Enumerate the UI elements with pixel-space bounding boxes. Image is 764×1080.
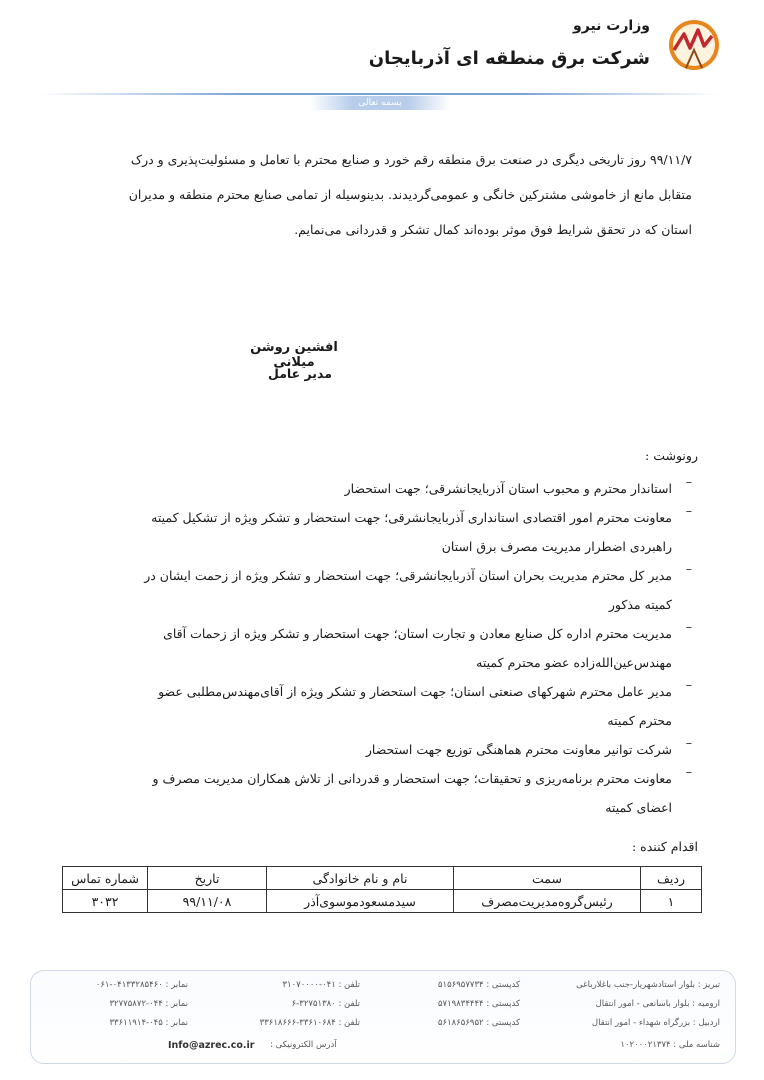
- table-cell: ۱: [641, 890, 702, 913]
- company-title: شرکت برق منطقه ای آذربایجان: [368, 48, 650, 69]
- list-item: – مدیر عامل محترم شهرکهای صنعتی استان؛ جهت استحضار و تشکر ویژه از آقای‌مهندس‌مطلبی عضو محترم کمیته: [66, 677, 696, 735]
- footer-fax: نمابر : ۰۴۱۳۳۲۸۵۴۶۰-۰۶۱: [95, 980, 188, 990]
- cc-line: معاونت محترم امور اقتصادی استانداری آذربایجانشرقی؛ جهت استحضار و تشکر ویژه از تشکیل کمیته: [151, 510, 672, 525]
- column-header: تاریخ: [148, 867, 267, 890]
- cc-list: [66, 474, 696, 822]
- cc-line: اعضای کمیته: [605, 800, 672, 815]
- footer-postal: کدپستی : ۵۶۱۸۶۵۶۹۵۲: [437, 1018, 520, 1028]
- column-header: نام و نام خانوادگی: [267, 867, 454, 890]
- cc-line: کمیته مذکور: [608, 597, 672, 612]
- action-label: اقدام کننده :: [632, 839, 698, 854]
- ministry-title: وزارت نیرو: [573, 18, 650, 34]
- body-line: ۹۹/۱۱/۷ روز تاریخی دیگری در صنعت برق منطقه رقم خورد و صنایع محترم با تعامل و مسئولیت‌پذیری و درک: [130, 152, 692, 167]
- body-line: متقابل مانع از خاموشی مشترکین خانگی و عمومی‌گردیدند. بدینوسیله از تمامی صنایع محترم منطقه و مدیران: [128, 187, 692, 202]
- body-line: استان که در تحقق شرایط فوق موثر بوده‌اند کمال تشکر و قدردانی می‌نمایم.: [294, 222, 692, 237]
- footer-national-id: شناسه ملی : ۱۰۲۰۰۰۲۱۳۷۴: [620, 1040, 720, 1050]
- footer-email-label: آدرس الکترونیکی :: [270, 1040, 337, 1050]
- list-item: – معاونت محترم برنامه‌ریزی و تحقیقات؛ جهت استحضار و قدردانی از تلاش همکاران مدیریت مصرف و اعضای کمیته: [66, 764, 696, 822]
- cc-line: مدیریت محترم اداره کل صنایع معادن و تجارت استان؛ جهت استحضار و تشکر ویژه از زحمات آقای: [163, 626, 672, 641]
- signatory-title: مدیر عامل: [268, 366, 332, 381]
- company-logo-icon: [666, 16, 722, 74]
- cc-line: مدیر عامل محترم شهرکهای صنعتی استان؛ جهت استحضار و تشکر ویژه از آقای‌مهندس‌مطلبی عضو: [158, 684, 672, 699]
- column-header: سمت: [454, 867, 641, 890]
- footer-phone: تلفن : ۰۴۱-۳۱۰۷۰۰۰۰: [282, 980, 360, 990]
- table-cell: ۳۰۳۲: [63, 890, 148, 913]
- table-header-row: [63, 867, 702, 890]
- footer-email-link[interactable]: Info@azrec.co.ir: [168, 1040, 255, 1051]
- cc-line: استاندار محترم و محبوب استان آذربایجانشرقی؛ جهت استحضار: [344, 481, 672, 496]
- column-header: ردیف: [641, 867, 702, 890]
- column-header: شماره تماس: [63, 867, 148, 890]
- header-divider: [40, 90, 720, 112]
- list-item: – استاندار محترم و محبوب استان آذربایجانشرقی؛ جهت استحضار: [66, 474, 696, 503]
- footer-address: ارومیه : بلوار باسانعی - امور انتقال: [595, 999, 720, 1009]
- footer-row: [40, 1018, 720, 1034]
- cc-line: مدیر کل محترم مدیریت بحران استان آذربایجانشرقی؛ جهت استحضار و تشکر ویژه از زحمت ایشان در: [144, 568, 672, 583]
- table-cell: سیدمسعودموسوی‌آذر: [267, 890, 454, 913]
- cc-heading: رونوشت :: [645, 448, 698, 463]
- footer-row: [40, 980, 720, 996]
- table-cell: ۹۹/۱۱/۰۸: [148, 890, 267, 913]
- list-item: – شرکت توانیر معاونت محترم هماهنگی توزیع جهت استحضار: [66, 735, 696, 764]
- table-cell: رئیس‌گروه‌مدیریت‌مصرف: [454, 890, 641, 913]
- table-row: [63, 890, 702, 913]
- classification-label: بسمه تعالی: [310, 96, 450, 110]
- footer-address: اردبیل : بزرگراه شهداء - امور انتقال: [591, 1018, 720, 1028]
- footer-postal: کدپستی : ۵۷۱۹۸۳۴۴۴۴: [437, 999, 520, 1009]
- list-item: – مدیریت محترم اداره کل صنایع معادن و تجارت استان؛ جهت استحضار و تشکر ویژه از زحمات آقای مهندس‌عین‌الله‌زاده عضو محترم کمیته: [66, 619, 696, 677]
- footer-phone: تلفن : ۳۳۶۱۰۶۸۴-۳۳۶۱۸۶۶۶: [259, 1018, 360, 1028]
- footer-postal: کدپستی : ۵۱۵۶۹۵۷۷۳۴: [437, 980, 520, 990]
- footer-fax: نمابر : ۰۴۵-۳۳۶۱۱۹۱۴: [109, 1018, 188, 1028]
- footer-fax: نمابر : ۰۴۴-۳۲۷۷۵۸۷۲: [109, 999, 188, 1009]
- body-paragraph: [72, 142, 692, 247]
- cc-line: شرکت توانیر معاونت محترم هماهنگی توزیع جهت استحضار: [365, 742, 672, 757]
- footer-row: [40, 999, 720, 1015]
- cc-line: مهندس‌عین‌الله‌زاده عضو محترم کمیته: [476, 655, 672, 670]
- footer-phone: تلفن : ۳۲۷۵۱۳۸۰-۶: [291, 999, 360, 1009]
- list-item: – مدیر کل محترم مدیریت بحران استان آذربایجانشرقی؛ جهت استحضار و تشکر ویژه از زحمت ایشان در کمیته مذکور: [66, 561, 696, 619]
- cc-line: معاونت محترم برنامه‌ریزی و تحقیقات؛ جهت استحضار و قدردانی از تلاش همکاران مدیریت مصرف و: [152, 771, 672, 786]
- action-table: [62, 866, 702, 913]
- cc-line: راهبردی اضطرار مدیریت مصرف برق استان: [441, 539, 672, 554]
- list-item: – معاونت محترم امور اقتصادی استانداری آذربایجانشرقی؛ جهت استحضار و تشکر ویژه از تشکیل کمیته راهبردی اضطرار مدیریت مصرف برق استان: [66, 503, 696, 561]
- footer-address: تبریز : بلوار استادشهریار-جنب باغلارباغی: [576, 980, 720, 990]
- signatory-name: افشین روشن میلانی: [250, 340, 338, 370]
- cc-line: محترم کمیته: [607, 713, 672, 728]
